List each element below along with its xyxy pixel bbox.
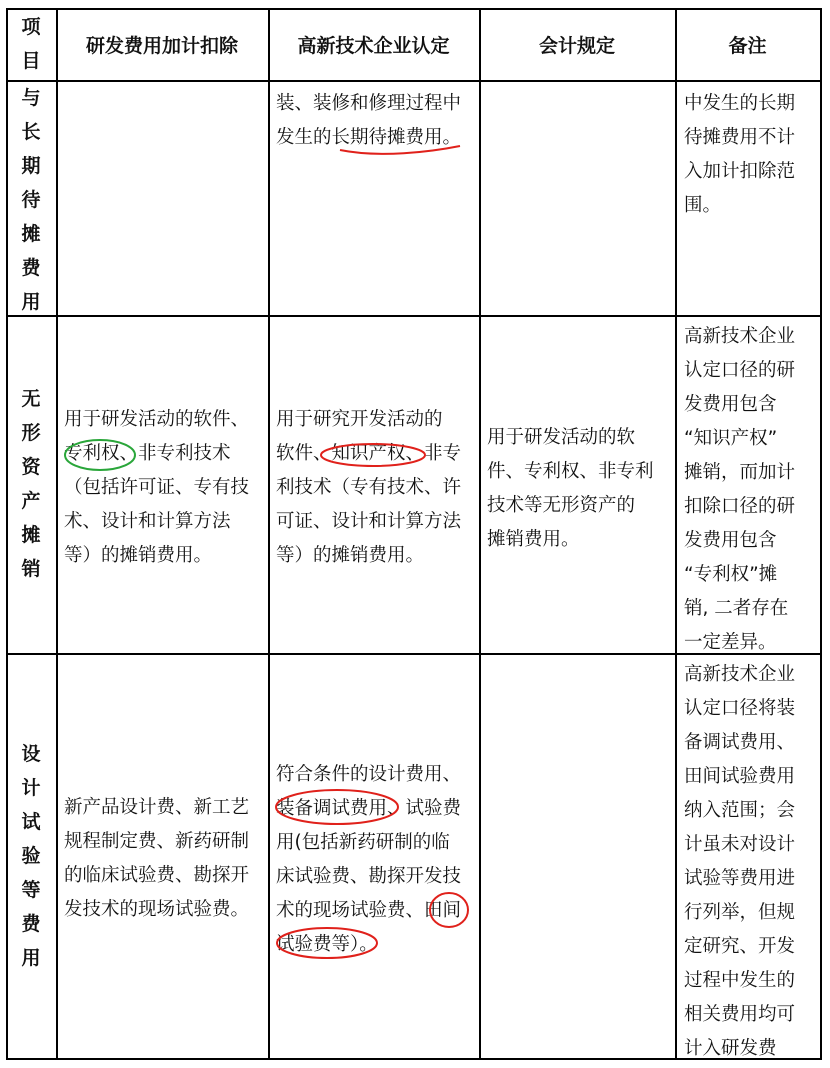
header-item-char-2: 目 [21, 50, 41, 72]
header-item [6, 8, 56, 80]
row-label-intangible-amortization [6, 315, 56, 653]
row-label-char: 形 [21, 422, 41, 444]
row-label-char: 长 [21, 120, 41, 143]
row2-accounting: 用于研发活动的软 件、专利权、非专利 技术等无形资产的 摊销费用。 [487, 427, 654, 550]
row2-remarks: 高新技术企业 认定口径的研 发费用包含 “知识产权” 摊销，而加计 扣除口径的研 发费用包含 “专利权”摊 销, 二者存在 一定差异。 [684, 326, 796, 653]
row3-remarks: 高新技术企业 认定口径将装 备调试费用、 田间试验费用 纳入范围；会 计虽未对设计 试验等费用进 行列举，但规 定研究、开发 过程中发生的 相关费用均可 计入研发费 [684, 664, 796, 1059]
row1-remarks: 中发生的长期 待摊费用不计 入加计扣除范 围。 [684, 93, 796, 216]
row-label-char: 试 [21, 810, 41, 833]
header-item-char-1: 项 [21, 16, 41, 38]
row-label-char: 无 [21, 388, 41, 410]
row-label-char: 与 [21, 86, 41, 109]
row-label-char: 验 [21, 844, 41, 867]
row-label-design-test-fees [6, 653, 56, 1058]
row2-hitech: 用于研究开发活动的 软件、知识产权、非专 利技术（专有技术、许 可证、设计和计算方法 等）的摊销费用。 [276, 409, 462, 566]
row-divider [6, 80, 822, 82]
row-label-long-term-prepaid [6, 80, 56, 315]
row-label-char: 费 [21, 256, 41, 279]
row-label-char: 产 [21, 490, 41, 512]
row3-hitech: 符合条件的设计费用、 装备调试费用、试验费 用(包括新药研制的临 床试验费、勘探开发技 术的现场试验费、田间 试验费等）。 [276, 764, 462, 955]
row-label-char: 等 [21, 878, 41, 901]
row-label-char: 资 [21, 456, 41, 478]
row-label-char: 待 [21, 188, 41, 211]
header-accounting: 会计规定 [538, 34, 615, 57]
row1-hitech: 装、装修和修理过程中 发生的长期待摊费用。 [276, 93, 462, 148]
row-label-char: 用 [21, 290, 41, 313]
row-label-char: 设 [21, 742, 41, 765]
row-label-char: 费 [21, 912, 41, 935]
row-label-char: 期 [21, 154, 41, 177]
row-label-char: 用 [21, 946, 41, 969]
row-label-char: 销 [21, 558, 41, 580]
row-label-char: 摊 [21, 222, 41, 245]
row-divider [6, 315, 822, 317]
row2-rd-deduction: 用于研发活动的软件、 专利权、非专利技术 （包括许可证、专有技 术、设计和计算方法 等）的摊销费用。 [64, 409, 250, 566]
row-label-char: 计 [21, 776, 41, 799]
row-label-char: 摊 [21, 524, 41, 546]
header-remarks: 备注 [728, 34, 767, 57]
row3-rd-deduction: 新产品设计费、新工艺 规程制定费、新药研制 的临床试验费、勘探开 发技术的现场试验费。 [64, 797, 250, 920]
comparison-table [6, 8, 822, 1060]
header-rd-deduction: 研发费用加计扣除 [85, 34, 238, 57]
header-hitech: 高新技术企业认定 [297, 34, 450, 57]
table-border-right [820, 8, 822, 1060]
